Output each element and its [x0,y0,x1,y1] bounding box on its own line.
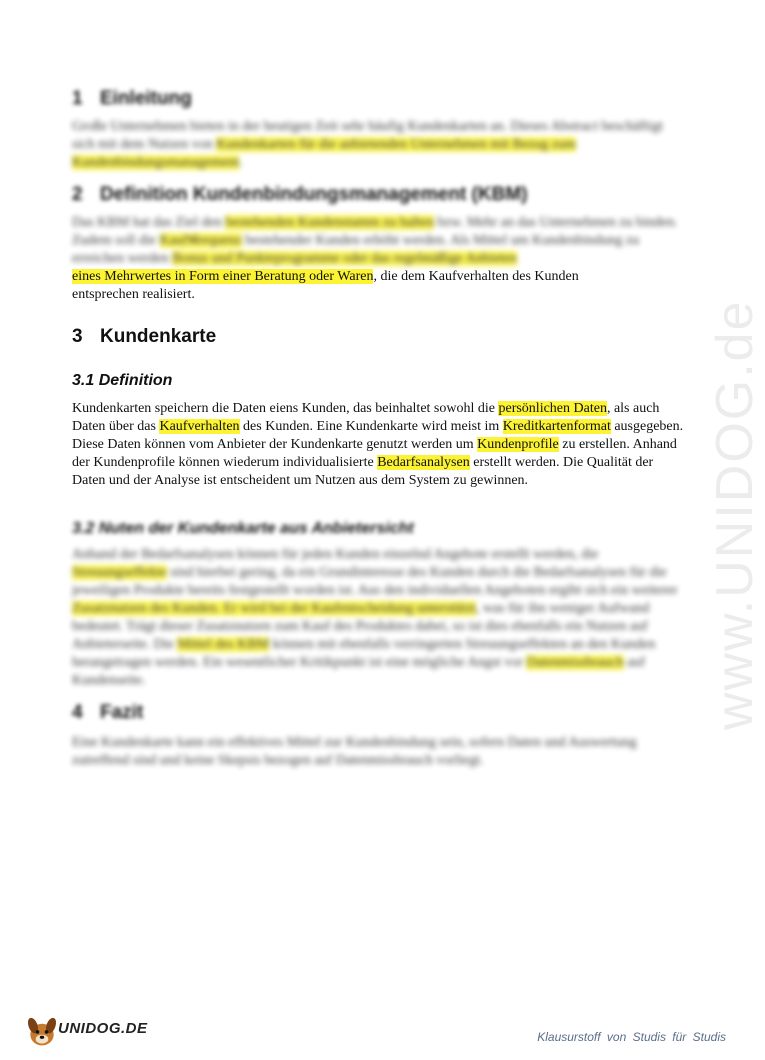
section-4-paragraph [72,734,687,770]
section-title: Einleitung [100,88,192,109]
highlight: bestehenden Kundenstamm zu halten [225,215,434,230]
highlight: Mittel des KBM [177,637,270,652]
text-run: des Kunden. Eine Kundenkarte wird meist im [239,419,503,434]
highlight: persönlichen Daten [498,401,607,416]
text-run: können mit ebenfalls verringerten Streuungseffekten an den Kunden herangetragen werden. Ein wesentlicher Kritikpunkt ist eine mögliche Angst vor [72,637,656,670]
section-1-paragraph [72,118,687,172]
highlight: Kaufverhalten [159,419,240,434]
text-run: sind hierbei gering, da ein Grundinteresse des Kunden durch die Bedarfsanalysen für die jeweiligen Produkte bereits festgestellt worden ist. Aus den individuellen Angeboten ergibt sich ein weiterer [72,565,678,598]
text-run: erstellt werden. Die Qualität der Daten und der Analyse ist entscheident um Nutzen aus dem System zu gewinnen. [72,455,654,488]
watermark: www.UNIDOG.de [706,299,764,730]
section-number: 2 [72,184,83,205]
highlight: Streuungseffekte [72,565,167,580]
text-run: Das KBM hat das Ziel den [72,215,226,230]
subsection-3-1-heading: 3.1 Definition [72,372,173,389]
footer-tagline: Klausurstoff von Studis für Studis [537,1030,726,1044]
section-4-heading [72,702,143,724]
text-run: . [239,155,243,170]
section-title: Fazit [100,702,144,723]
section-number: 4 [72,702,83,723]
highlight: Bonus und Punkteprogramme oder das regelmäßige Anbieten [172,251,517,266]
text-run: bestehender Kunden erhöht werden. Als Mittel um Kundenbindung zu erreichen werden [72,233,640,266]
text-run: auf Kundenseite. [72,655,646,688]
subsection-3-1-paragraph [72,400,687,490]
text-run: Anhand der Bedarfsanalysen können für jeden Kunden einzelnd Angebote erstellt werden, die [72,547,599,562]
section-1-heading [72,88,192,110]
highlight: Datenmissbrauch [526,655,624,670]
subsection-3-2-paragraph [72,546,687,690]
text-run: ausgegeben. Diese Daten können vom Anbieter der Kundenkarte genutzt werden um [72,419,684,452]
section-number: 1 [72,88,83,109]
section-2-heading [72,184,527,206]
highlight: eines Mehrwertes in Form einer Beratung oder Waren [72,269,374,284]
text-run: bzw. Mehr an das Unternehmen zu binden. Zudem soll die [72,215,678,248]
text-run: zu erstellen. Anhand der Kundenprofile können wiederum individualisierte [72,437,677,470]
dog-logo-icon [24,1012,60,1050]
text-run: , als auch Daten über das [72,401,660,434]
section-title: Definition Kundenbindungsmanagement (KBM) [100,184,528,205]
section-2-paragraph-clear [72,268,687,304]
highlight: Kreditkartenformat [502,419,611,434]
section-title: Kundenkarte [100,326,217,347]
highlight: Zusatznutzen des Kunden. Er wird bei der Kaufentscheidung unterstützt [72,601,476,616]
text-run: , was für ihn weniger Aufwand bedeutet. Trägt dieser Zusatznutzen zum Kauf des Produktes dabei, so ist dies ebenfalls ein Nutzen auf Anbieterseite. Die [72,601,650,652]
text-run: Eine Kundenkarte kann ein effektives Mittel zur Kundenbindung sein, sofern Daten und Auswertung zutreffend sind und keine Skepsis bezogen auf Datenmissbrauch vorliegt. [72,735,637,768]
text-run: Große Unternehmen bieten in der heutigen Zeit sehr häufig Kundenkarten an. Dieses Abstract beschäftigt sich mit dem Nutzen von [72,119,663,152]
section-2-paragraph-blurred [72,214,687,268]
logo-wordmark: UNIDOG.DE [58,1020,148,1037]
highlight: Bedarfsanalysen [377,455,470,470]
highlight: Kaufฟrequenz [159,233,242,248]
subsection-3-2-heading: 3.2 Nuten der Kundenkarte aus Anbietersicht [72,520,414,537]
highlight: Kundenprofile [477,437,559,452]
text-run: entsprechen realisiert. [72,287,195,302]
highlight: Kundenkarten für die anbietenden Unternehmen mit Bezug zum Kundenbindungsmanagement [72,137,576,170]
text-run: Kundenkarten speichern die Daten eiens Kunden, das beinhaltet sowohl die [72,401,499,416]
section-3-heading [72,326,216,348]
text-run: , die dem Kaufverhalten des Kunden [373,269,579,284]
section-number: 3 [72,326,83,347]
